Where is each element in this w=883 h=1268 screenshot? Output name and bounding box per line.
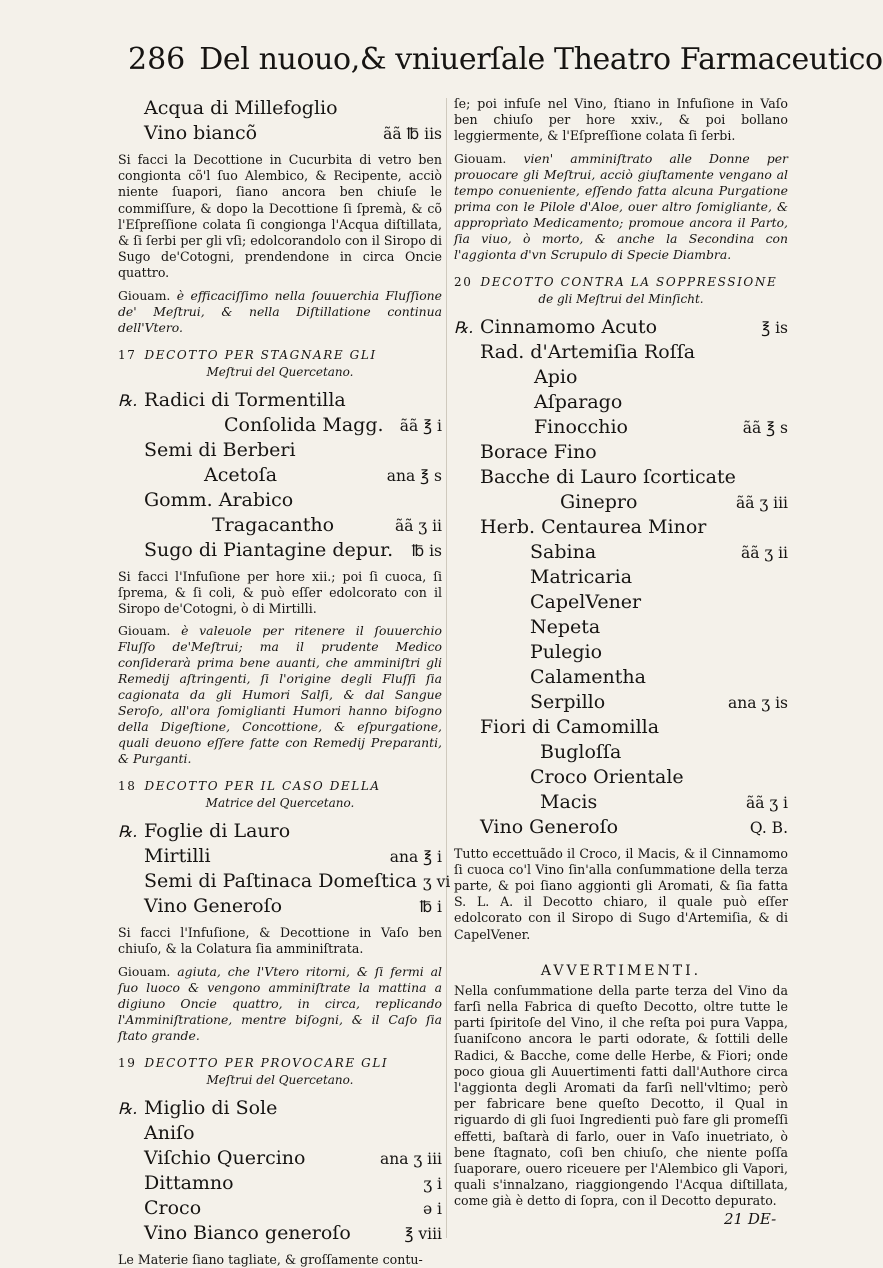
ingredient: Viſchio Quercino — [144, 1146, 306, 1169]
recipe-symbol: ℞. — [454, 317, 474, 337]
ingredient: Semi di Berberi — [144, 438, 296, 461]
section-heading: DECOTTO PER PROVOCARE GLI — [144, 1055, 389, 1070]
dosage: ãã ʒ i — [745, 793, 788, 812]
recipe-row — [118, 869, 451, 894]
commentary-lead: Giouam. — [118, 963, 171, 979]
dosage: ℥ is — [761, 318, 788, 337]
dosage: ə i — [422, 1199, 442, 1218]
recipe-symbol: ℞. — [118, 390, 138, 410]
recipe-row — [454, 540, 788, 565]
recipe-row — [454, 565, 788, 590]
recipe-row — [118, 819, 442, 844]
section-subtitle: Meſtrui del Quercetano. — [206, 364, 354, 379]
recipe-row — [118, 388, 442, 413]
recipe-17 — [118, 388, 442, 563]
commentary-lead: Giouam. — [118, 623, 171, 639]
ingredient: Pulegio — [530, 640, 603, 663]
recipe-16-tail — [118, 96, 442, 146]
ingredient: Vino biancõ — [144, 122, 258, 144]
recipe-18 — [118, 819, 451, 919]
running-title: Del nuouo,& vniuerſale Theatro Farmaceutico — [199, 42, 883, 77]
paragraph: ſe; poi infuſe nel Vino, ſtiano in Infuſione in Vaſo ben chiuſo per hore xxiv., & poi bollano leggiermente, & l'Eſpreſſione colata ſi ſerbi. — [454, 96, 788, 144]
commentary-lead: Giouam. — [454, 150, 507, 166]
section-number: 17 — [118, 347, 137, 362]
ingredient: Apio — [534, 365, 578, 388]
section-heading: DECOTTO PER IL CASO DELLA — [144, 779, 381, 794]
recipe-row — [454, 490, 788, 515]
recipe-row — [454, 815, 788, 840]
catchword: 21 DE- — [724, 1210, 777, 1228]
commentary-text: agiuta, che l'Vtero ritorni, & ſi fermi al ſuo luoco & vengono amminiſtrate la mattina a digiuno Oncie quattro, in circa, replicando l'Amminiſtratione, mentre biſogni, & il Caſo ſia ſtato grande. — [118, 963, 442, 1043]
recipe-row — [118, 1121, 442, 1146]
recipe-row — [454, 765, 788, 790]
recipe-row — [118, 96, 442, 121]
dosage: ãã ʒ iii — [736, 493, 788, 512]
ingredient: Rad. d'Artemiſia Roſſa — [480, 340, 696, 363]
paragraph: Tutto eccettuãdo il Croco, il Macis, & il Cinnamomo ſi cuoca co'l Vino ſin'alla conſummatione della terza parte, & poi ſiano aggionti gli Aromati, & ſia fatta S. L. A. il Decotto chiaro, il quale può eſſer edolcorato con il Siropo di Sugo d'Artemiſia, & di CapelVener. — [454, 845, 788, 942]
recipe-row — [454, 665, 788, 690]
section-title-17 — [118, 348, 442, 363]
running-header — [128, 42, 883, 92]
recipe-row — [454, 790, 788, 815]
recipe-row — [454, 390, 788, 415]
recipe-row — [454, 690, 788, 715]
paragraph: Le Materie ſiano tagliate, & groſſamente contu- — [118, 1251, 423, 1267]
recipe-row — [118, 513, 442, 538]
dosage: ãã ℔ iis — [383, 125, 442, 143]
ingredient: Vino Bianco generoſo — [144, 1221, 351, 1244]
recipe-row — [454, 715, 788, 740]
recipe-row — [118, 438, 442, 463]
commentary — [118, 964, 442, 1044]
ingredient: Croco Orientale — [530, 765, 684, 788]
dosage: ana ℥ s — [386, 466, 442, 485]
dosage: ãã ℥ s — [742, 418, 788, 437]
recipe-row — [118, 488, 442, 513]
ingredient: Mirtilli — [144, 845, 211, 868]
notes-heading: AVVERTIMENTI. — [540, 962, 702, 979]
ingredient: Herb. Centaurea Minor — [480, 515, 707, 538]
ingredient: Matricaria — [530, 565, 633, 588]
dosage: ana ℥ i — [389, 848, 442, 867]
ingredient: Croco — [144, 1196, 202, 1219]
paragraph: Si facci l'Infuſione per hore xii.; poi ſi cuoca, ſi ſprema, & ſi coli, & può eſſer edolcorato con il Siropo de'Cotogni, ò di Mirtilli. — [118, 568, 442, 617]
ingredient: CapelVener — [530, 590, 642, 613]
ingredient: Radici di Tormentilla — [144, 388, 346, 411]
ingredient: Nepeta — [530, 615, 601, 638]
dosage: Q. B. — [749, 818, 788, 837]
commentary-lead: Giouam. — [118, 287, 171, 303]
ingredient: Ginepro — [560, 490, 638, 513]
dosage: ãã ℥ i — [399, 416, 442, 435]
ingredient: Fiori di Camomilla — [480, 715, 660, 738]
ingredient: Cinnamomo Acuto — [480, 315, 658, 338]
recipe-row — [118, 413, 442, 438]
commentary-text: è efficaciſſimo nella ſouuerchia Fluſſione de' Meſtrui, & nella Diſtillatione continua dell'Vtero. — [118, 287, 442, 335]
page-number: 286 — [128, 42, 186, 77]
recipe-row — [454, 440, 788, 465]
recipe-row — [454, 640, 788, 665]
section-subtitle: Matrice del Quercetano. — [205, 796, 355, 811]
dosage: ℔ is — [411, 541, 442, 560]
recipe-20 — [454, 315, 788, 840]
ingredient: Semi di Paſtinaca Domeſtica — [144, 870, 417, 893]
recipe-row — [118, 1096, 442, 1121]
ingredient: Gomm. Arabico — [144, 488, 294, 511]
section-number: 20 — [454, 274, 473, 289]
ingredient: Acetoſa — [204, 463, 278, 486]
section-title-19 — [118, 1056, 442, 1071]
recipe-19 — [118, 1096, 442, 1246]
ingredient: Macis — [540, 790, 598, 813]
recipe-row — [454, 315, 788, 340]
recipe-row — [454, 590, 788, 615]
paragraph: Si facci la Decottione in Cucurbita di vetro ben congionta cõ'l ſuo Alembico, & Recipente, acciò niente ſuapori, ſiano ancora ben chiuſe le commiſſure, & dopo la Decottione ſi ſpremà, & cõ l'Eſpreſſione colata ſi congionga l'Acqua diſtillata, & ſi ſerbi per gli vſi; edolcorandolo con il Siropo di Sugo de'Cotogni, prendendone in circa Oncie quattro. — [118, 152, 442, 281]
dosage: ana ʒ iii — [380, 1149, 442, 1168]
right-column — [454, 96, 788, 1210]
left-column — [118, 96, 451, 1268]
recipe-symbol: ℞. — [118, 822, 138, 842]
ingredient: Tragacantho — [212, 513, 335, 536]
paragraph: Si facci l'Infuſione, & Decottione in Vaſo ben chiuſo, & la Colatura ſia amminiſtrata. — [118, 925, 442, 957]
commentary — [118, 623, 442, 767]
section-heading: DECOTTO PER STAGNARE GLI — [144, 347, 377, 362]
recipe-row — [454, 365, 788, 390]
paragraph: Nella conſummatione della parte terza del Vino da farſi nella Fabrica di queſto Decotto, oltre tutte le parti ſpiritoſe del Vino, il che reſta poi pura Vappa, ſuaniſcono ancora le parti odorate, & ſottili delle Radici, & Bacche, come delle Herbe, & Fiori; onde poco gioua gli Auuertimenti fatti dall'Authore circa l'aggionta degli Aromati da farſi nell'vltimo; però per fabricare bene queſto Decotto, il Qual in riguardo di gli ſuoi Ingredienti può fare gli promeſſi effetti, baſtarà di farlo, ouer in Vaſo inuetriato, ò bene ſtagnato, coſi ben chiuſo, che niente poſſa ſuaporare, ouero riceuere per l'Alembico gli Vapori, quali s'innalzano, riaggiongendo l'Acqua diſtillata, come già è detto di ſopra, con il Decotto depurato. — [454, 982, 788, 1209]
commentary-text: vien' amminiſtrato alle Donne per prouocare gli Meſtrui, acciò giuſtamente vengano al tempo conueniente, eſſendo fatta alcuna Purgatione prima con le Pilole d'Aloe, ouer altro ſomigliante, & approprìato Medicamento; promoue ancora il Parto, ſia viuo, ò morto, & anche la Secondina con l'aggionta d'vn Scrupulo di Specie Diambra. — [454, 150, 788, 262]
dosage: ℔ i — [419, 898, 442, 917]
ingredient: Sugo di Piantagine depur. — [144, 538, 394, 561]
ingredient: Calamentha — [530, 665, 646, 688]
recipe-row — [454, 515, 788, 540]
dosage: ãã ʒ ii — [741, 543, 788, 562]
dosage: ℥ viii — [404, 1224, 442, 1243]
recipe-row — [454, 340, 788, 365]
recipe-row — [118, 844, 442, 869]
section-number: 19 — [118, 1055, 137, 1070]
ingredient: Miglio di Sole — [144, 1096, 278, 1119]
recipe-row — [454, 465, 788, 490]
ingredient: Borace Fino — [480, 440, 597, 463]
dosage: ʒ vi — [422, 873, 451, 892]
ingredient: Dittamno — [144, 1171, 234, 1194]
section-title-18 — [118, 779, 442, 794]
recipe-row — [454, 615, 788, 640]
section-number: 18 — [118, 779, 137, 794]
ingredient: Aſparago — [534, 390, 623, 413]
section-subtitle: de gli Meſtrui del Minſicht. — [538, 291, 704, 306]
recipe-row — [118, 121, 442, 146]
ingredient: Vino Generoſo — [144, 895, 283, 918]
dosage: ãã ʒ ii — [395, 516, 442, 535]
commentary — [118, 288, 442, 336]
recipe-row — [454, 415, 788, 440]
ingredient: Bacche di Lauro ſcorticate — [480, 465, 736, 488]
section-title-20 — [454, 275, 788, 290]
recipe-row — [118, 1196, 442, 1221]
column-divider — [446, 98, 447, 1238]
dosage: ʒ i — [423, 1174, 442, 1193]
ingredient: Bugloſſa — [540, 740, 622, 763]
ingredient: Acqua di Millefoglio — [144, 97, 338, 119]
ingredient: Aniſo — [144, 1121, 195, 1144]
commentary-text: è valeuole per ritenere il ſouuerchio Fluſſo de'Meſtrui; ma il prudente Medico conſiderarà prima bene auanti, che amminiſtri gli Remedij aſtringenti, ſi l'origine degli Fluſſi ſia cagionata da gli Humori Salſi, & dal Sangue Seroſo, all'ora ſomiglianti Humori hanno biſogno della Digeſtione, Concottione, & eſpurgatione, quali deuono eſſere fatte con Remedij Preparanti, & Purganti. — [118, 623, 442, 767]
recipe-row — [118, 1146, 442, 1171]
recipe-row — [118, 538, 442, 563]
ingredient: Foglie di Lauro — [144, 820, 291, 843]
recipe-row — [118, 1171, 442, 1196]
recipe-row — [118, 1221, 442, 1246]
recipe-symbol: ℞. — [118, 1098, 138, 1118]
ingredient: Finocchio — [534, 415, 628, 438]
ingredient: Conſolida Magg. — [224, 413, 384, 436]
ingredient: Sabina — [530, 540, 597, 563]
commentary — [454, 151, 788, 263]
ingredient: Vino Generoſo — [480, 815, 619, 838]
recipe-row — [118, 894, 442, 919]
ingredient: Serpillo — [530, 690, 606, 713]
section-subtitle: Meſtrui del Quercetano. — [206, 1072, 354, 1087]
section-heading: DECOTTO CONTRA LA SOPPRESSIONE — [480, 274, 778, 289]
dosage: ana ʒ is — [728, 693, 788, 712]
recipe-row — [454, 740, 788, 765]
recipe-row — [118, 463, 442, 488]
